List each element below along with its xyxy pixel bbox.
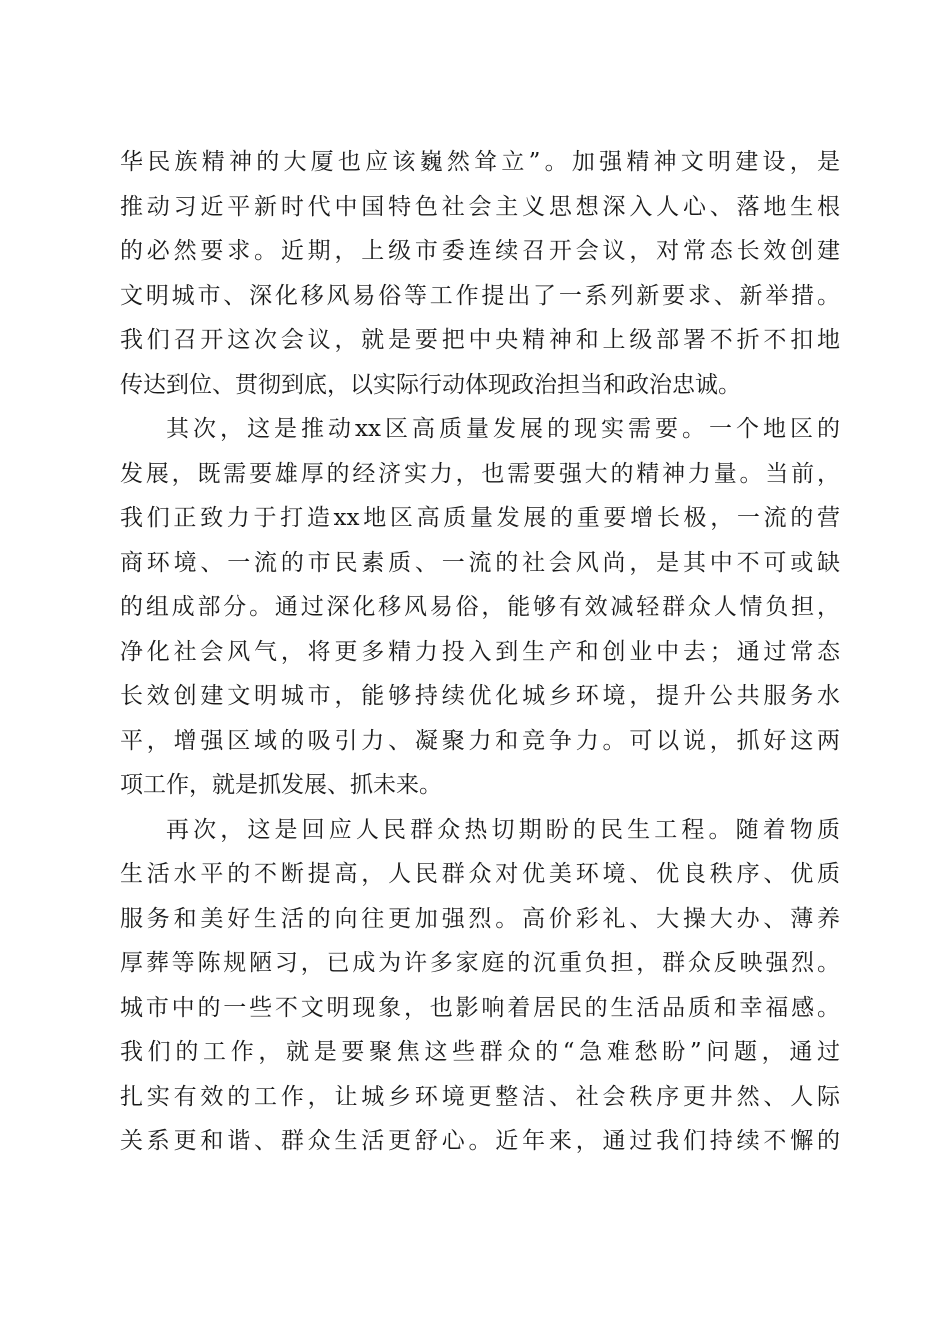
document-body: [120, 140, 840, 1164]
text-line: 我们的工作，就是要聚焦这些群众的“急难愁盼”问题，通过: [120, 1039, 840, 1065]
text-line: 再次，这是回应人民群众热切期盼的民生工程。随着物质: [166, 816, 840, 843]
text-line: 华民族精神的大厦也应该巍然耸立”。加强精神文明建设，是: [120, 149, 840, 175]
text-line: 项工作，就是抓发展、抓未来。: [120, 772, 442, 798]
text-line: 我们召开这次会议，就是要把中央精神和上级部署不折不扣地: [120, 327, 840, 353]
text-line: 生活水平的不断提高，人民群众对优美环境、优良秩序、优质: [120, 861, 840, 887]
text-line: 净化社会风气，将更多精力投入到生产和创业中去；通过常态: [120, 638, 840, 665]
text-line: 发展，既需要雄厚的经济实力，也需要强大的精神力量。当前，: [120, 460, 840, 487]
text-line: 服务和美好生活的向往更加强烈。高价彩礼、大操大办、薄养: [120, 905, 840, 932]
text-line: 商环境、一流的市民素质、一流的社会风尚，是其中不可或缺: [120, 549, 840, 576]
text-line: 推动习近平新时代中国特色社会主义思想深入人心、落地生根: [120, 193, 840, 220]
paragraph-3: [120, 808, 840, 1164]
text-line: 关系更和谐、群众生活更舒心。近年来，通过我们持续不懈的: [120, 1128, 840, 1154]
text-line: 的必然要求。近期，上级市委连续召开会议，对常态长效创建: [120, 238, 840, 264]
text-line: 我们正致力于打造xx地区高质量发展的重要增长极，一流的营: [120, 505, 840, 531]
paragraph-1: [120, 140, 840, 407]
text-line: 平，增强区域的吸引力、凝聚力和竞争力。可以说，抓好这两: [120, 727, 840, 754]
text-line: 扎实有效的工作，让城乡环境更整洁、社会秩序更井然、人际: [120, 1083, 840, 1110]
text-line: 的组成部分。通过深化移风易俗，能够有效减轻群众人情负担，: [120, 594, 840, 620]
text-line: 其次，这是推动xx区高质量发展的现实需要。一个地区的: [166, 416, 840, 442]
paragraph-2: [120, 407, 840, 808]
text-line: 厚葬等陈规陋习，已成为许多家庭的沉重负担，群众反映强烈。: [120, 950, 840, 976]
text-line: 城市中的一些不文明现象，也影响着居民的生活品质和幸福感。: [120, 994, 840, 1021]
text-line: 文明城市、深化移风易俗等工作提出了一系列新要求、新举措。: [120, 282, 840, 309]
text-line: 长效创建文明城市，能够持续优化城乡环境，提升公共服务水: [120, 683, 840, 709]
text-line: 传达到位、贯彻到底，以实际行动体现政治担当和政治忠诚。: [120, 371, 741, 398]
